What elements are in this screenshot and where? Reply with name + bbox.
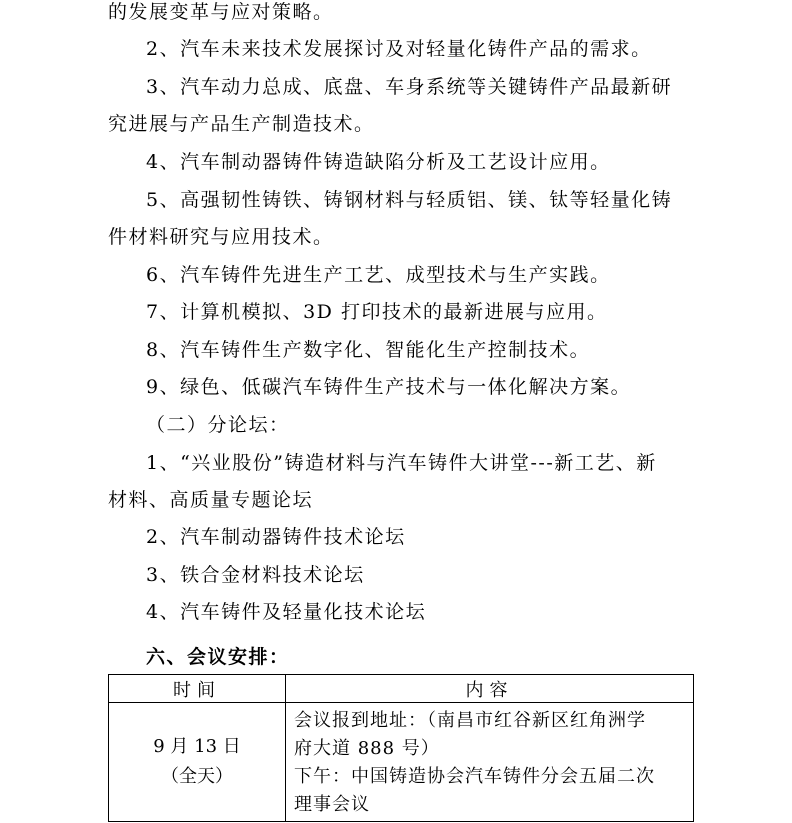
topic-6: 6、汽车铸件先进生产工艺、成型技术与生产实践。 bbox=[146, 264, 611, 286]
content-line-2: 府大道 888 号） bbox=[294, 738, 440, 759]
content-line-4: 理事会议 bbox=[294, 794, 370, 815]
forum-1-line-2: 材料、高质量专题论坛 bbox=[108, 489, 314, 511]
forum-4: 4、汽车铸件及轻量化技术论坛 bbox=[146, 601, 427, 623]
topic-5-line-2: 件材料研究与应用技术。 bbox=[108, 226, 334, 248]
topic-5-line-1: 5、高强韧性铸铁、铸钢材料与轻质铝、镁、钛等轻量化铸 bbox=[146, 189, 673, 211]
column-header-content: 内容 bbox=[286, 675, 694, 703]
topic-4: 4、汽车制动器铸件铸造缺陷分析及工艺设计应用。 bbox=[146, 151, 611, 173]
forum-3: 3、铁合金材料技术论坛 bbox=[146, 564, 365, 586]
column-header-time: 时间 bbox=[109, 675, 286, 703]
forums-heading: （二）分论坛： bbox=[146, 414, 290, 436]
time-cell bbox=[109, 703, 286, 822]
arrangement-heading: 六、会议安排： bbox=[146, 646, 290, 668]
schedule-table bbox=[108, 674, 694, 822]
topic-7: 7、计算机模拟、3D 打印技术的最新进展与应用。 bbox=[146, 301, 608, 323]
table-row bbox=[109, 703, 694, 822]
content-cell bbox=[286, 703, 694, 822]
row-date: 9 月 13 日 bbox=[153, 736, 241, 757]
forum-1-line-1: 1、“兴业股份”铸造材料与汽车铸件大讲堂---新工艺、新 bbox=[146, 452, 657, 474]
row-period: （全天） bbox=[161, 766, 233, 787]
topic-continuation: 的发展变革与应对策略。 bbox=[108, 1, 334, 23]
topic-3-line-1: 3、汽车动力总成、底盘、车身系统等关键铸件产品最新研 bbox=[146, 76, 673, 98]
forum-2: 2、汽车制动器铸件技术论坛 bbox=[146, 526, 406, 548]
topic-3-line-2: 究进展与产品生产制造技术。 bbox=[108, 113, 375, 135]
topic-8: 8、汽车铸件生产数字化、智能化生产控制技术。 bbox=[146, 339, 591, 361]
content-line-3: 下午：中国铸造协会汽车铸件分会五届二次 bbox=[294, 766, 655, 787]
content-line-1: 会议报到地址：（南昌市红谷新区红角洲学 bbox=[294, 710, 646, 731]
table-header-row bbox=[109, 675, 694, 703]
topic-2: 2、汽车未来技术发展探讨及对轻量化铸件产品的需求。 bbox=[146, 38, 652, 60]
topic-9: 9、绿色、低碳汽车铸件生产技术与一体化解决方案。 bbox=[146, 376, 632, 398]
